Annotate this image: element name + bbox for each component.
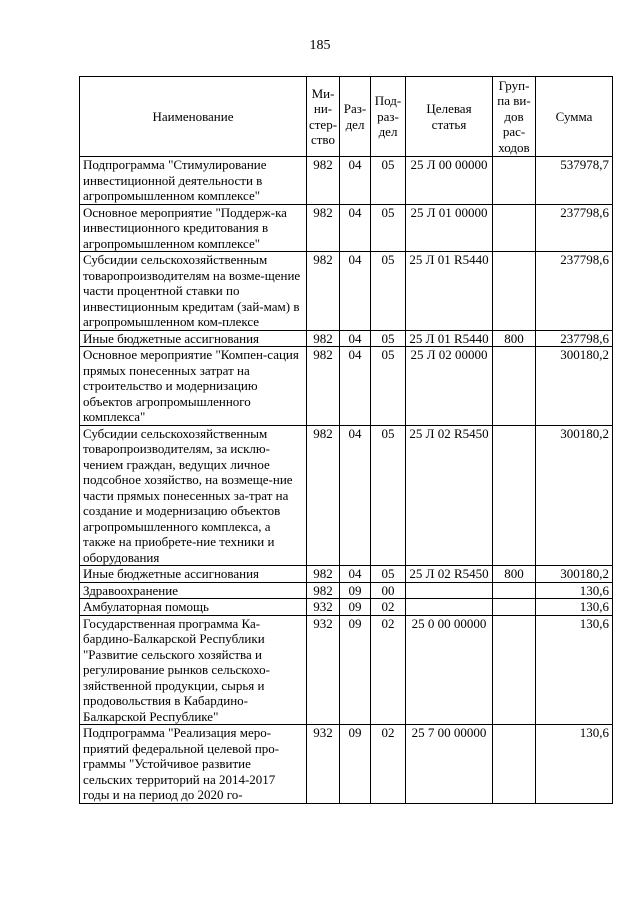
row-target: 25 7 00 00000 <box>406 725 493 804</box>
table-row <box>80 566 613 583</box>
row-sum: 300180,2 <box>536 566 613 583</box>
row-target: 25 Л 01 R5440 <box>406 330 493 347</box>
header-row <box>80 77 613 157</box>
row-section: 04 <box>340 157 371 205</box>
row-section: 04 <box>340 204 371 252</box>
row-group <box>493 725 536 804</box>
row-ministry: 982 <box>307 204 340 252</box>
header-ministry: Ми- ни- стер- ство <box>307 77 340 157</box>
row-sum: 237798,6 <box>536 252 613 331</box>
row-target: 25 Л 01 00000 <box>406 204 493 252</box>
row-group <box>493 204 536 252</box>
row-section: 09 <box>340 615 371 725</box>
row-ministry: 932 <box>307 615 340 725</box>
row-ministry: 982 <box>307 347 340 426</box>
row-group <box>493 599 536 616</box>
row-subsection: 02 <box>371 599 406 616</box>
row-subsection: 05 <box>371 252 406 331</box>
row-sum: 237798,6 <box>536 330 613 347</box>
row-subsection: 02 <box>371 725 406 804</box>
row-sum: 130,6 <box>536 725 613 804</box>
row-section: 04 <box>340 252 371 331</box>
header-subsection: Под- раз- дел <box>371 77 406 157</box>
row-target <box>406 599 493 616</box>
row-sum: 130,6 <box>536 615 613 725</box>
header-name: Наименование <box>80 77 307 157</box>
table-row <box>80 204 613 252</box>
row-group: 800 <box>493 566 536 583</box>
row-sum: 300180,2 <box>536 425 613 566</box>
row-target: 25 Л 02 R5450 <box>406 425 493 566</box>
header-group: Груп- па ви- дов рас- ходов <box>493 77 536 157</box>
row-name: Подпрограмма "Стимулирование инвестиционной деятельности в агропромышленном комплексе" <box>80 157 307 205</box>
row-name: Субсидии сельскохозяйственным товаропроизводителям, за исклю-чением граждан, ведущих личное подсобное хозяйство, на возмеще-ние части прямых понесенных за-трат на создание и модернизацию объектов агропромышленного комплекса, а также на приобрете-ние техники и оборудования <box>80 425 307 566</box>
row-group <box>493 425 536 566</box>
row-group: 800 <box>493 330 536 347</box>
row-subsection: 05 <box>371 347 406 426</box>
row-subsection: 05 <box>371 330 406 347</box>
row-section: 09 <box>340 599 371 616</box>
row-ministry: 932 <box>307 599 340 616</box>
table-row <box>80 157 613 205</box>
row-target: 25 0 00 00000 <box>406 615 493 725</box>
row-group <box>493 347 536 426</box>
row-sum: 300180,2 <box>536 347 613 426</box>
budget-table <box>79 76 613 804</box>
row-group <box>493 157 536 205</box>
page-number: 185 <box>309 38 331 53</box>
row-subsection: 05 <box>371 425 406 566</box>
table-row <box>80 599 613 616</box>
row-subsection: 05 <box>371 157 406 205</box>
row-section: 04 <box>340 330 371 347</box>
row-target: 25 Л 02 R5450 <box>406 566 493 583</box>
row-target <box>406 582 493 599</box>
row-sum: 130,6 <box>536 582 613 599</box>
row-ministry: 932 <box>307 725 340 804</box>
row-subsection: 05 <box>371 566 406 583</box>
table-row <box>80 347 613 426</box>
row-name: Иные бюджетные ассигнования <box>80 566 307 583</box>
row-section: 09 <box>340 725 371 804</box>
row-name: Государственная программа Ка-бардино-Балкарской Республики "Развитие сельского хозяйства и регулирование рынков сельскохо-зяйственной продукции, сырья и продовольствия в Кабардино-Балкарской Республике" <box>80 615 307 725</box>
header-sum: Сумма <box>536 77 613 157</box>
table-row <box>80 582 613 599</box>
row-ministry: 982 <box>307 157 340 205</box>
table-row <box>80 252 613 331</box>
row-sum: 237798,6 <box>536 204 613 252</box>
row-section: 04 <box>340 347 371 426</box>
row-name: Амбулаторная помощь <box>80 599 307 616</box>
row-name: Основное мероприятие "Поддерж-ка инвестиционного кредитования в агропромышленном комплексе" <box>80 204 307 252</box>
row-sum: 537978,7 <box>536 157 613 205</box>
row-ministry: 982 <box>307 425 340 566</box>
row-ministry: 982 <box>307 252 340 331</box>
row-target: 25 Л 01 R5440 <box>406 252 493 331</box>
row-subsection: 05 <box>371 204 406 252</box>
row-name: Подпрограмма "Реализация меро-приятий федеральной целевой про-граммы "Устойчивое развитие сельских территорий на 2014-2017 годы и на период до 2020 го- <box>80 725 307 804</box>
row-subsection: 02 <box>371 615 406 725</box>
row-ministry: 982 <box>307 582 340 599</box>
row-ministry: 982 <box>307 330 340 347</box>
row-ministry: 982 <box>307 566 340 583</box>
row-subsection: 00 <box>371 582 406 599</box>
table-row <box>80 330 613 347</box>
row-group <box>493 582 536 599</box>
header-section: Раз- дел <box>340 77 371 157</box>
header-target: Целевая статья <box>406 77 493 157</box>
row-section: 09 <box>340 582 371 599</box>
row-sum: 130,6 <box>536 599 613 616</box>
row-section: 04 <box>340 425 371 566</box>
table-row <box>80 425 613 566</box>
table-row <box>80 615 613 725</box>
row-name: Иные бюджетные ассигнования <box>80 330 307 347</box>
row-target: 25 Л 02 00000 <box>406 347 493 426</box>
row-name: Здравоохранение <box>80 582 307 599</box>
row-name: Основное мероприятие "Компен-сация прямых понесенных затрат на строительство и модернизацию объектов агропромышленного комплекса" <box>80 347 307 426</box>
row-group <box>493 615 536 725</box>
row-section: 04 <box>340 566 371 583</box>
row-name: Субсидии сельскохозяйственным товаропроизводителям на возме-щение части процентной ставки по инвестиционным кредитам (зай-мам) в агропромышленном ком-плексе <box>80 252 307 331</box>
row-target: 25 Л 00 00000 <box>406 157 493 205</box>
table-row <box>80 725 613 804</box>
row-group <box>493 252 536 331</box>
